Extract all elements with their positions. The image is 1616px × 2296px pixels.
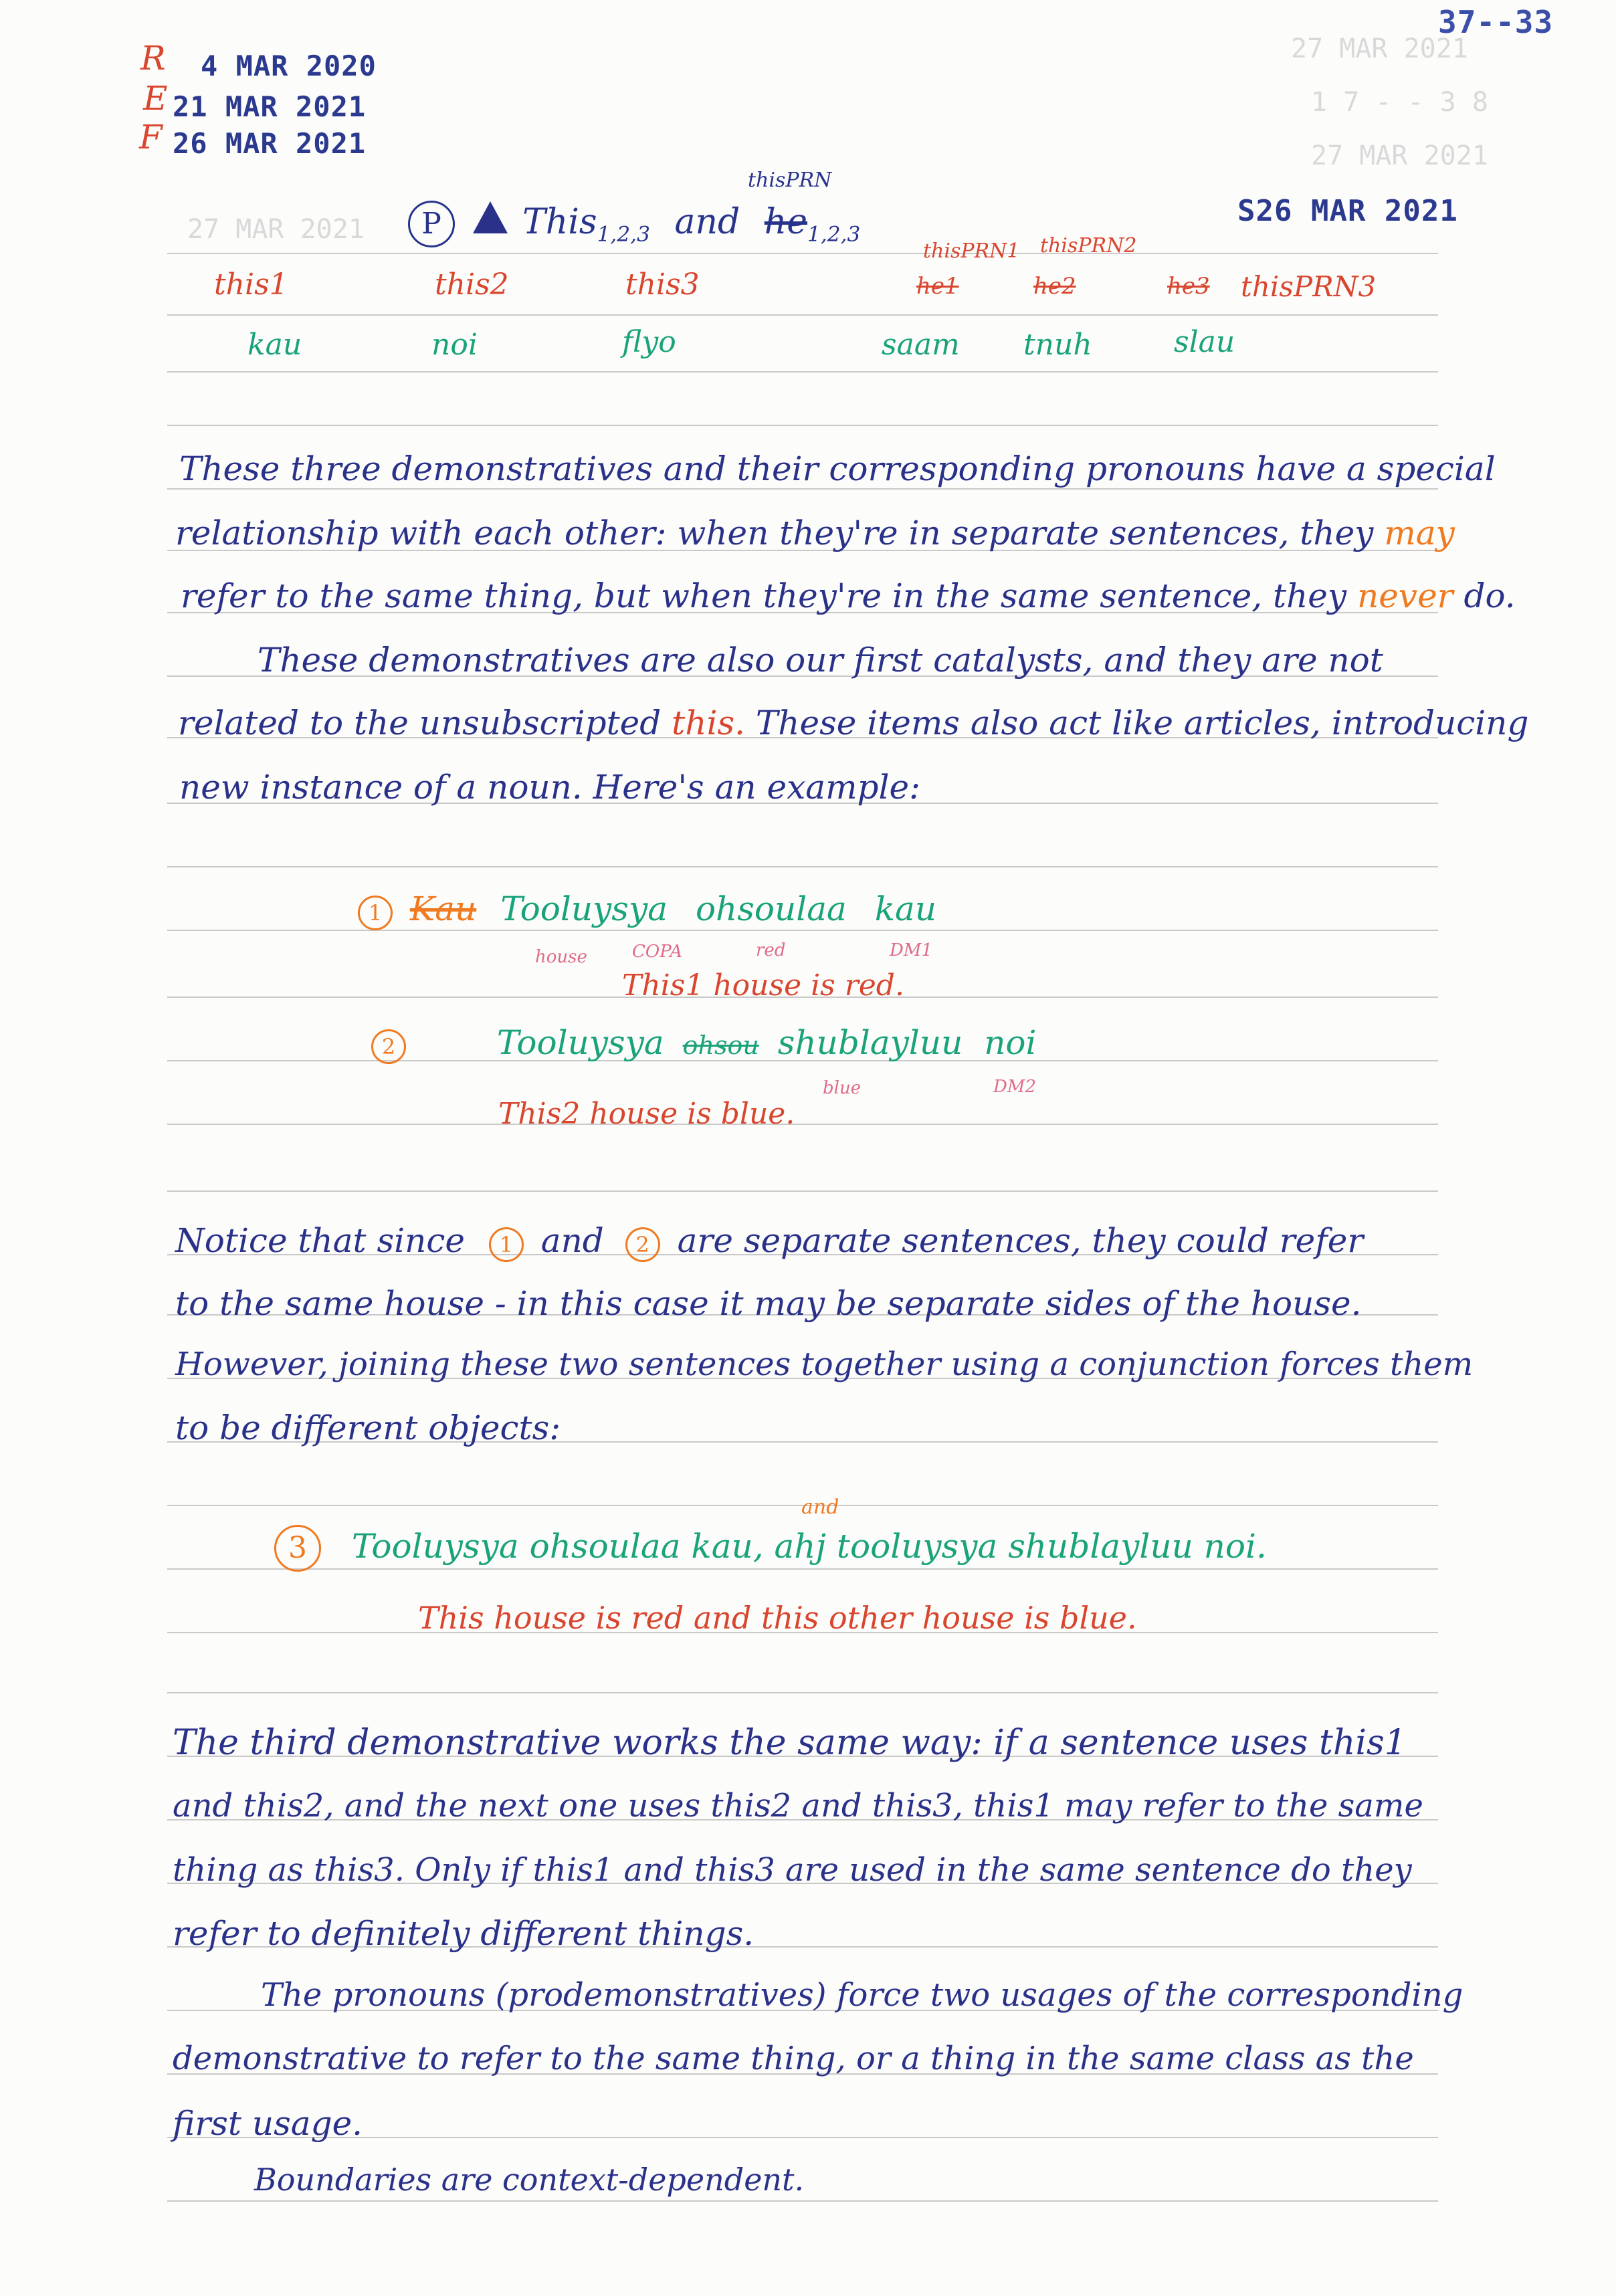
ref-letter-f: F bbox=[139, 118, 163, 156]
paragraph-line: thing as this3. Only if this1 and this3 are used in the same sentence do they bbox=[173, 1851, 1412, 1889]
ruled-line bbox=[167, 488, 1438, 490]
example-translation: This1 house is red. bbox=[622, 968, 904, 1003]
paragraph-line: and this2, and the next one uses this2 and this3, this1 may refer to the same bbox=[173, 1787, 1423, 1824]
example-word: ohsoulaa bbox=[695, 890, 847, 928]
ruled-line bbox=[167, 866, 1438, 867]
word-saam: saam bbox=[882, 328, 960, 362]
gloss-label: DM1 bbox=[890, 940, 933, 960]
demonstrative-this2: this2 bbox=[435, 268, 509, 302]
gloss-label: and bbox=[801, 1495, 839, 1519]
example-2 bbox=[371, 1023, 1037, 1064]
paragraph-line bbox=[175, 1221, 1363, 1262]
ruled-line bbox=[167, 253, 1438, 254]
paragraph-line: These three demonstratives and their corresponding pronouns have a special bbox=[179, 449, 1496, 488]
word-slau: slau bbox=[1174, 325, 1235, 359]
paragraph-text: are separate sentences, they could refer bbox=[677, 1221, 1364, 1260]
paragraph-line bbox=[181, 577, 1516, 615]
word-noi: noi bbox=[431, 328, 478, 362]
example-translation: This house is red and this other house is blue. bbox=[418, 1600, 1137, 1636]
paragraph-line bbox=[178, 704, 1528, 742]
paragraph-line: to be different objects: bbox=[175, 1408, 561, 1447]
gloss-label: red bbox=[756, 940, 786, 960]
red-word-may: may bbox=[1384, 514, 1455, 552]
red-word-never: never bbox=[1357, 577, 1453, 615]
ruled-line bbox=[167, 1124, 1438, 1125]
gloss-label: COPA bbox=[632, 942, 683, 962]
paragraph-text: Notice that since bbox=[175, 1221, 465, 1260]
example-struck-word: ohsou bbox=[682, 1031, 759, 1060]
paragraph-text: refer to the same thing, but when they're in the same sentence, they bbox=[181, 577, 1347, 615]
example-number-circle: 1 bbox=[358, 896, 393, 930]
example-number-circle: 2 bbox=[371, 1029, 406, 1064]
word-tnuh: tnuh bbox=[1023, 328, 1092, 362]
bleed-stamp: 27 MAR 2021 bbox=[187, 214, 365, 245]
example-1 bbox=[358, 890, 936, 930]
example-word: kau bbox=[874, 890, 937, 928]
example-word: shublayluu bbox=[777, 1023, 963, 1062]
paragraph-text: These items also act like articles, introducing bbox=[755, 704, 1529, 742]
date-stamp: S26 MAR 2021 bbox=[1237, 194, 1458, 228]
title-annotation: thisPRN bbox=[748, 169, 832, 192]
paragraph-text: related to the unsubscripted bbox=[178, 704, 662, 742]
paragraph-line: demonstrative to refer to the same thing, or a thing in the same class as the bbox=[173, 2040, 1414, 2077]
word-flyo: flyo bbox=[622, 325, 676, 359]
ruled-line bbox=[167, 314, 1438, 316]
example-sentence: Tooluysya ohsoulaa kau, ahj tooluysya shublayluu noi. bbox=[351, 1527, 1267, 1566]
pronoun-this-prn3: thisPRN3 bbox=[1241, 270, 1377, 303]
bleed-stamp: 1 7 - - 3 8 bbox=[1311, 87, 1488, 118]
paragraph-line: The third demonstrative works the same way: if a sentence uses this1 bbox=[173, 1723, 1407, 1763]
example-word: Tooluysya bbox=[500, 890, 668, 928]
ruled-line bbox=[167, 1190, 1438, 1192]
paragraph-text: relationship with each other: when they're in separate sentences, they bbox=[175, 514, 1374, 552]
title-subscript: 1,2,3 bbox=[807, 222, 861, 247]
ref-letter-e: E bbox=[143, 79, 168, 118]
example-3 bbox=[274, 1525, 1267, 1572]
title-and: and bbox=[674, 202, 740, 242]
title-this: This bbox=[522, 202, 597, 242]
ruled-line bbox=[167, 1692, 1438, 1693]
demonstrative-this3: this3 bbox=[625, 268, 700, 302]
ref-letter-r: R bbox=[140, 39, 166, 78]
bleed-stamp: 27 MAR 2021 bbox=[1311, 140, 1488, 171]
example-number-circle: 3 bbox=[274, 1525, 321, 1572]
paragraph-line: new instance of a noun. Here's an example: bbox=[179, 768, 920, 807]
pronoun-struck: he3 bbox=[1167, 273, 1210, 300]
ruled-line bbox=[167, 425, 1438, 426]
paragraph-line: Boundaries are context-dependent. bbox=[254, 2162, 805, 2198]
demonstrative-this1: this1 bbox=[214, 268, 288, 302]
pronoun-struck: he1 bbox=[916, 273, 959, 300]
pronoun-label: thisPRN2 bbox=[1040, 234, 1137, 257]
title-subscript: 1,2,3 bbox=[597, 222, 650, 247]
ref-date-stamp: 21 MAR 2021 bbox=[173, 90, 367, 123]
example-word: noi bbox=[984, 1023, 1037, 1062]
example-word: Tooluysya bbox=[496, 1023, 664, 1062]
ref-date-stamp: 4 MAR 2020 bbox=[201, 49, 377, 82]
gloss-label: blue bbox=[823, 1078, 862, 1098]
paragraph-line: refer to definitely different things. bbox=[173, 1914, 754, 1953]
ruled-line bbox=[167, 371, 1438, 373]
example-ref-2: 2 bbox=[625, 1227, 660, 1262]
title-struck: he bbox=[764, 202, 808, 242]
example-struck-word: Kau bbox=[409, 890, 477, 928]
red-word-this: this. bbox=[672, 704, 746, 742]
paragraph-line: The pronouns (prodemonstratives) force two usages of the corresponding bbox=[261, 1976, 1463, 2014]
triangle-icon bbox=[473, 201, 508, 233]
bleed-stamp: 27 MAR 2021 bbox=[1291, 33, 1468, 64]
pronoun-struck: he2 bbox=[1033, 273, 1076, 300]
gloss-label: DM2 bbox=[993, 1077, 1037, 1097]
section-letter-circle: P bbox=[408, 201, 455, 247]
section-title bbox=[408, 201, 860, 247]
paragraph-line: to the same house - in this case it may be separate sides of the house. bbox=[175, 1284, 1362, 1323]
example-ref-1: 1 bbox=[489, 1227, 524, 1262]
word-kau: kau bbox=[247, 328, 302, 362]
pronoun-label: thisPRN1 bbox=[923, 239, 1020, 263]
paragraph-line bbox=[175, 514, 1455, 552]
ref-date-stamp: 26 MAR 2021 bbox=[173, 127, 367, 160]
ruled-line bbox=[167, 2200, 1438, 2202]
page-number: 37--33 bbox=[1438, 4, 1554, 40]
paragraph-line: first usage. bbox=[173, 2104, 363, 2143]
paragraph-text: and bbox=[540, 1221, 604, 1260]
paragraph-line: However, joining these two sentences together using a conjunction forces them bbox=[175, 1346, 1474, 1383]
paragraph-text: do. bbox=[1463, 577, 1516, 615]
gloss-label: house bbox=[535, 947, 587, 967]
example-translation: This2 house is blue. bbox=[498, 1097, 795, 1131]
paragraph-line: These demonstratives are also our first catalysts, and they are not bbox=[258, 641, 1383, 680]
